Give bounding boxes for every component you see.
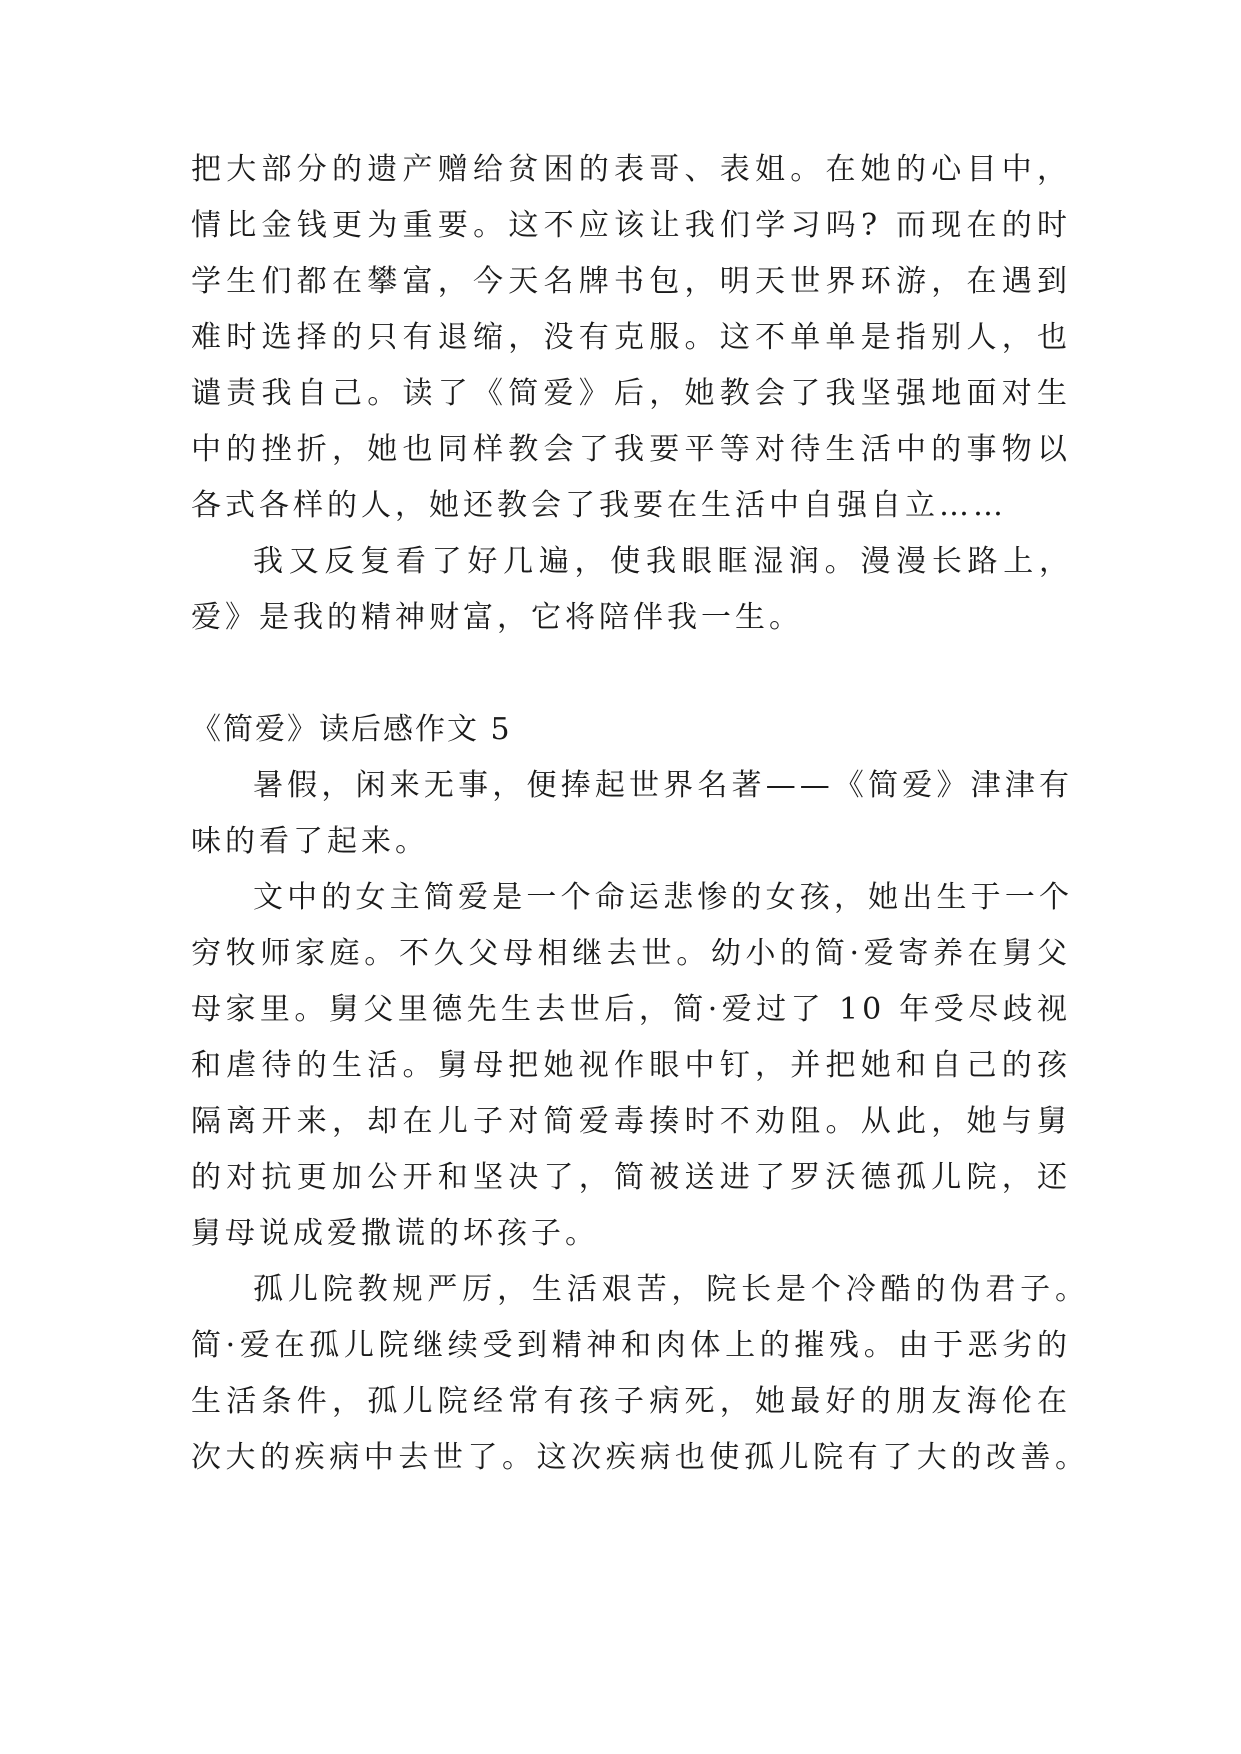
text-line: 中的挫折，她也同样教会了我要平等对待生活中的事物以 bbox=[191, 432, 1071, 467]
text-line: 难时选择的只有退缩，没有克服。这不单单是指别人，也 bbox=[191, 320, 1071, 355]
text-line: 穷牧师家庭。不久父母相继去世。幼小的简·爱寄养在舅父 bbox=[191, 936, 1071, 971]
text-line: 的对抗更加公开和坚决了，简被送进了罗沃德孤儿院，还 bbox=[191, 1160, 1071, 1195]
text-line: 孤儿院教规严厉，生活艰苦，院长是个冷酷的伪君子。 bbox=[253, 1272, 1089, 1307]
text-line: 暑假，闲来无事，便捧起世界名著——《简爱》津津有 bbox=[253, 768, 1073, 803]
text-line: 学生们都在攀富，今天名牌书包，明天世界环游，在遇到 bbox=[191, 264, 1071, 299]
text-line: 文中的女主简爱是一个命运悲惨的女孩，她出生于一个 bbox=[253, 880, 1073, 915]
text-line: 生活条件，孤儿院经常有孩子病死，她最好的朋友海伦在 bbox=[191, 1384, 1071, 1419]
text-line: 隔离开来，却在儿子对简爱毒揍时不劝阻。从此，她与舅 bbox=[191, 1104, 1071, 1139]
text-line: 我又反复看了好几遍，使我眼眶湿润。漫漫长路上， bbox=[253, 544, 1073, 579]
text-line: 谴责我自己。读了《简爱》后，她教会了我坚强地面对生 bbox=[191, 376, 1071, 411]
text-line: 和虐待的生活。舅母把她视作眼中钉，并把她和自己的孩 bbox=[191, 1048, 1071, 1083]
text-line: 各式各样的人，她还教会了我要在生活中自强自立…… bbox=[191, 488, 1007, 523]
text-line: 舅母说成爱撒谎的坏孩子。 bbox=[191, 1216, 599, 1251]
text-line: 次大的疾病中去世了。这次疾病也使孤儿院有了大的改善。 bbox=[191, 1440, 1089, 1475]
text-line: 把大部分的遗产赠给贫困的表哥、表姐。在她的心目中， bbox=[191, 152, 1071, 187]
section-title: 《简爱》读后感作文 5 bbox=[191, 712, 512, 747]
text-line: 爱》是我的精神财富，它将陪伴我一生。 bbox=[191, 600, 803, 635]
text-line: 味的看了起来。 bbox=[191, 824, 429, 859]
text-line: 母家里。舅父里德先生去世后，简·爱过了 10 年受尽歧视 bbox=[191, 992, 1071, 1027]
text-line: 情比金钱更为重要。这不应该让我们学习吗? 而现在的时 bbox=[191, 208, 1071, 243]
text-line: 简·爱在孤儿院继续受到精神和肉体上的摧残。由于恶劣的 bbox=[191, 1328, 1071, 1363]
